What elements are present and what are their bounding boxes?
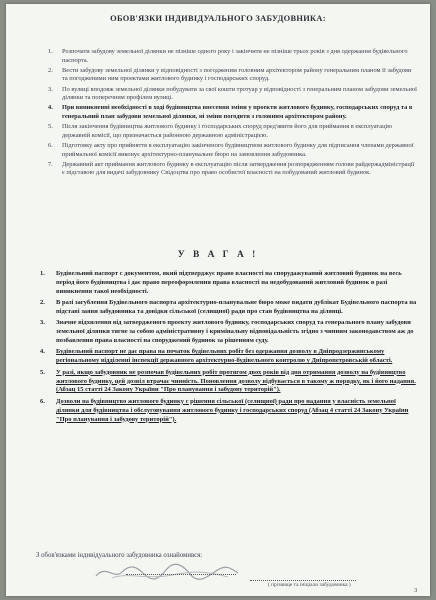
duty-number: 5.: [48, 123, 53, 131]
signature-line: [126, 574, 236, 575]
duty-item: [48, 67, 418, 84]
duty-item: [48, 142, 418, 159]
note-item: [40, 299, 418, 317]
note-number: 1.: [40, 270, 45, 277]
note-item: [40, 270, 418, 297]
duty-number: 4.: [48, 104, 53, 112]
note-text: Значне відхилення від затвердженого проекту житлового будинку, господарських споруд та генерального плану забудови земельної ділянки тягне за собою адміністративну і кримінальну відповідальність згідно з чинним законодавством аж до позбавлення права власності на споруджений будинок за рішенням суду.: [56, 319, 414, 345]
duty-text: Вести забудову земельної ділянки у відповідності з погодженим головним архітектором району генеральним планом її забудови та погодженими ним проектами житлового будинку і господарських споруд.: [62, 66, 412, 83]
note-text: У разі, якщо забудовник не розпочав будівельних робіт протягом двох років від дня отримання дозволу на будівництво житлового будинку, цей дозвіл втрачає чинність. Поновлення дозволу відбувається в такому ж порядку, як і його надання. (Абзац 15 статті 24 Закону України "Про планування і забудову територій").: [56, 368, 416, 394]
signature-scribble: [92, 560, 242, 584]
note-text: Будівельний паспорт с документом, який підтверджує право власності на спорудажуваний житловий будинок на весь період його будівництва і дає право переоформлення права власності на недобудований житловий будинок в разі виникнення такої необхідності.: [56, 270, 402, 295]
duty-text: По вулиці вподовж земельної ділянки побудувати за свої кошти тротуар у відповідності з генеральним планом забудови земельної ділянки та поперечним профілем вулиці.: [62, 85, 417, 102]
duty-number: 6.: [48, 141, 53, 149]
name-line: [250, 580, 356, 581]
document-page: [6, 4, 430, 596]
duty-item: [48, 161, 418, 178]
duty-number: 7.: [48, 160, 53, 168]
note-item: [40, 319, 418, 346]
acknowledgement-text: З обов'язками індивідуального забудовника ознайомився:: [36, 552, 203, 559]
note-number: 3.: [40, 319, 45, 327]
page-number: 3: [414, 587, 418, 594]
note-number: 5.: [40, 368, 45, 376]
notes-list: [40, 270, 418, 427]
duty-item: [48, 104, 418, 121]
duty-text: При виникненні необхідності в ході будівництва внесення зміни у проекти житлового будинку, господарських споруд та в генеральний план забудови земельної ділянки, ні зміни погодити з головним архітектором району.: [62, 104, 413, 120]
note-item: [40, 398, 418, 425]
duty-text: Державний акт приймання житлового будинку в експлуатацію після затвердження розпорядженням голови райдержадміністрації є підставою для видачі забудовнику Свідоцтва про право особистої власності на побудований житловий будинок.: [62, 160, 415, 177]
duties-list: [48, 48, 418, 179]
note-text: Дозволи на будівництво житлового будинку с рішення сільської (селищної) ради про надання у власність земельної ділянки для будівництва і обслуговування житлового будинку і господарських споруд (Абзац 4 статті 24 Закону України "Про планування і забудову територій").: [56, 397, 409, 423]
duty-text: Розпочати забудову земельної ділянки не пізніше одного року і закінчити не пізніше трьох років з дня одержання будівельного паспорта.: [62, 48, 408, 64]
note-number: 6.: [40, 397, 45, 405]
duty-text: Підготовку акту про прийняття в експлуатацію закінченого будівництвом житлового будинку для підписання членами державної приймальної комісії виконує архітектурно-планувальне бюро на замовлення забудовника.: [62, 141, 414, 158]
note-text: В разі загублення Будівельного паспорта архітектурно-планувальне бюро може видати дублікат Будівельного паспорта на підставі заяви забудовника та довідки сільської (селищної) ради про стан будівництва на ділянці.: [56, 299, 417, 316]
note-text: Будівельний паспорт не дає права на початок будівельних робіт без одержання дозволу в Дніпродзержинському регіональному відділенні інспекції державного архітектурно-будівельного контролю у Дніпропетровській області.: [56, 348, 393, 365]
attention-title: У В А Г А !: [177, 250, 259, 260]
duty-number: 3.: [48, 85, 53, 93]
note-number: 4.: [40, 348, 45, 356]
duty-item: [48, 123, 418, 140]
duty-text: Після закінчення будівництва житлового будинку і господарських споруд пред'явити його для приймання в експлуатацію державній комісії, що призначається районною державною адміністрацією.: [62, 123, 393, 139]
duty-number: 2.: [48, 66, 53, 74]
duty-item: [48, 48, 418, 65]
note-item: [40, 348, 418, 366]
duty-item: [48, 86, 418, 103]
signature-hint: ( прізвище та ініціали забудовника ): [268, 582, 351, 588]
note-item: [40, 369, 418, 396]
duty-number: 1.: [48, 48, 53, 55]
note-number: 2.: [40, 299, 45, 307]
duties-title: ОБОВ'ЯЗКИ ІНДИВІДУАЛЬНОГО ЗАБУДОВНИКА:: [110, 14, 326, 23]
